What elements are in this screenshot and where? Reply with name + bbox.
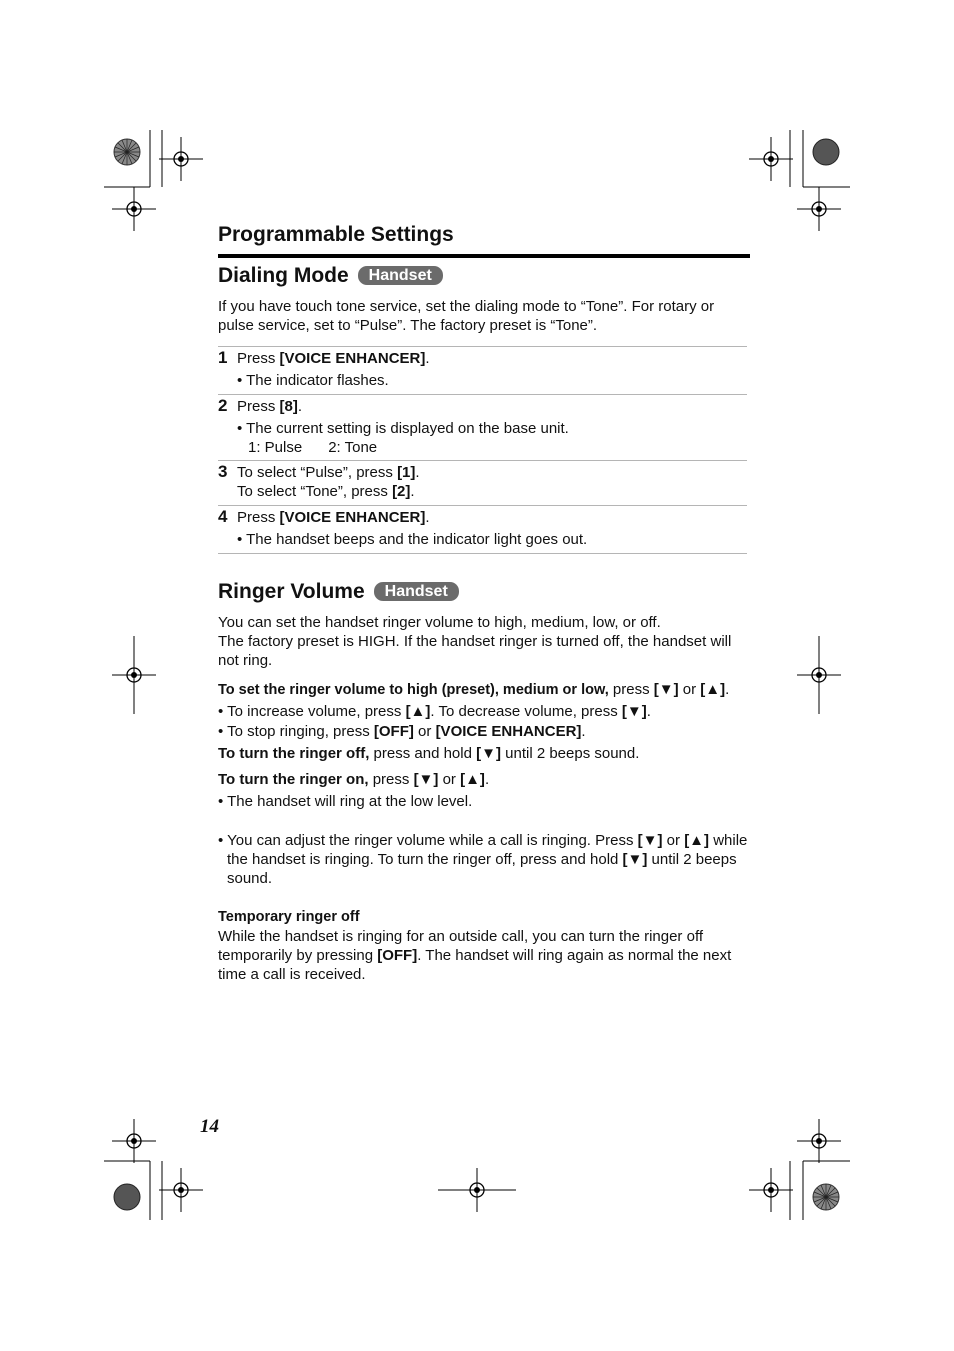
step-number: 4 [218, 507, 228, 526]
step-note: • The current setting is displayed on the base unit. [237, 420, 569, 437]
handset-badge: Handset [374, 582, 459, 601]
down-key: [▼] [476, 745, 501, 762]
step-2: 2 Press [8]. • The current setting is displayed on the base unit. 1: Pulse 2: Tone [218, 394, 747, 460]
temporary-ringer-off-title: Temporary ringer off [218, 909, 360, 925]
option-pulse: 1: Pulse [248, 439, 303, 456]
dialing-mode-title-text: Dialing Mode [218, 264, 349, 287]
step-number: 2 [218, 396, 228, 415]
up-key: [▲] [405, 703, 431, 720]
voice-enhancer-key: [VOICE ENHANCER] [279, 509, 426, 526]
down-key: [▼] [621, 703, 647, 720]
off-key: [OFF] [373, 723, 414, 740]
ringer-volume-title-text: Ringer Volume [218, 580, 365, 603]
ringer-intro-2: The factory preset is HIGH. If the handset ringer is turned off, the handset will not ring. [218, 633, 732, 669]
heading-rule [218, 254, 750, 258]
step-note: • The indicator flashes. [237, 372, 389, 389]
ringer-increase-note: • To increase volume, press [▲]. To decrease volume, press [▼]. [218, 703, 651, 720]
down-key: [▼] [653, 681, 679, 698]
step-number: 1 [218, 348, 228, 367]
ringer-volume-title [218, 580, 459, 604]
off-key: [OFF] [377, 947, 418, 964]
option-tone: 2: Tone [328, 439, 378, 456]
ringer-low-note: • The handset will ring at the low level. [218, 793, 473, 810]
handset-badge: Handset [358, 266, 443, 285]
ringer-set-instruction: To set the ringer volume to high (preset), medium or low, press [▼] or [▲]. [218, 681, 730, 698]
step-options [248, 438, 747, 457]
step-number: 3 [218, 462, 228, 481]
temporary-ringer-off-text: While the handset is ringing for an outside call, you can turn the ringer off temporarily by pressing [OFF]. The handset will ring again as normal the next time a call is received. [218, 928, 732, 983]
down-key: [▼] [637, 832, 663, 849]
step-4: 4 Press [VOICE ENHANCER]. • The handset beeps and the indicator light goes out. [218, 505, 747, 554]
ringer-intro-1: You can set the handset ringer volume to high, medium, low, or off. [218, 614, 661, 631]
up-key: [▲] [460, 771, 485, 788]
ringer-on-instruction: To turn the ringer on, press [▼] or [▲]. [218, 771, 490, 788]
key-1: [1] [397, 464, 416, 481]
step-1: 1 Press [VOICE ENHANCER]. • The indicator flashes. [218, 346, 747, 394]
ringer-stop-note: • To stop ringing, press [OFF] or [VOICE ENHANCER]. [218, 723, 586, 740]
dialing-mode-title [218, 264, 443, 288]
dialing-steps [218, 346, 747, 554]
down-key: [▼] [413, 771, 439, 788]
voice-enhancer-key: [VOICE ENHANCER] [279, 350, 426, 367]
up-key: [▲] [684, 832, 710, 849]
key-2: [2] [392, 483, 411, 500]
dialing-intro: If you have touch tone service, set the dialing mode to “Tone”. For rotary or pulse service, set to “Pulse”. The factory preset is “Tone”. [218, 298, 715, 334]
ringer-adjust-note: • You can adjust the ringer volume while a call is ringing. Press [▼] or [▲] while the handset is ringing. To turn the ringer off, press and hold [▼] until 2 beeps sound. [218, 832, 748, 887]
down-key: [▼] [622, 851, 648, 868]
up-key: [▲] [700, 681, 726, 698]
step-note: • The handset beeps and the indicator light goes out. [237, 531, 588, 548]
key-8: [8] [279, 398, 298, 415]
page-number: 14 [200, 1116, 219, 1137]
voice-enhancer-key: [VOICE ENHANCER] [435, 723, 582, 740]
step-3: 3 To select “Pulse”, press [1]. To select “Tone”, press [2]. [218, 460, 747, 505]
ringer-off-instruction: To turn the ringer off, press and hold [▼] until 2 beeps sound. [218, 745, 640, 762]
page-heading: Programmable Settings [218, 223, 454, 246]
